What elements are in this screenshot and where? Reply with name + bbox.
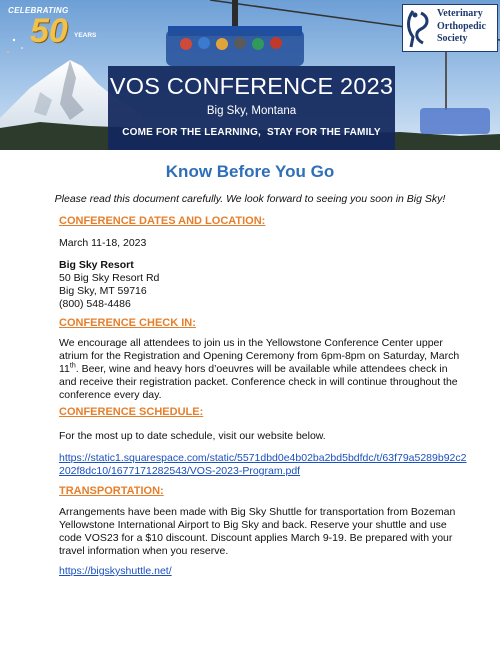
- celebrating-label: CELEBRATING: [8, 6, 69, 15]
- section-heading-dates-location: CONFERENCE DATES AND LOCATION:: [59, 215, 266, 227]
- venue-block: [59, 259, 449, 311]
- conference-dates: March 11-18, 2023: [59, 237, 147, 249]
- intro-text: Please read this document carefully. We look forward to seeing you soon in Big Sky!: [54, 193, 446, 205]
- venue-address-line: 50 Big Sky Resort Rd: [59, 272, 160, 284]
- check-in-paragraph: We encourage all attendees to join us in the Yellowstone Conference Center upper atrium for the Registration and Opening Ceremony from 6pm-8pm on Saturday, March 11th. Beer, wine and heavy hors d’oeuvres will be available while attendees check in and receive their registration packet. Conference check in will continue throughout the conference every day.: [59, 337, 460, 401]
- conference-title: VOS CONFERENCE 2023: [109, 73, 394, 99]
- conference-banner: [0, 0, 500, 150]
- section-heading-check-in: CONFERENCE CHECK IN:: [59, 317, 196, 329]
- transportation-paragraph: Arrangements have been made with Big Sky Shuttle for transportation from Bozeman Yellowstone International Airport to Big Sky and back. Reserve your shuttle and use code VOS23 for a $10 discount. Discount applies March 9-19. Be prepared with your travel information when you reserve.: [59, 506, 456, 557]
- schedule-text: For the most up to date schedule, visit our website below.: [59, 430, 326, 442]
- venue-address-line: Big Sky, MT 59716: [59, 285, 147, 297]
- section-heading-transportation: TRANSPORTATION:: [59, 485, 164, 497]
- vos-emblem-icon: [405, 7, 435, 49]
- conference-tagline: COME FOR THE LEARNING, STAY FOR THE FAMILY: [122, 127, 381, 138]
- vos-logo: [402, 4, 498, 52]
- section-heading-schedule: CONFERENCE SCHEDULE:: [59, 406, 204, 418]
- conference-location: Big Sky, Montana: [206, 105, 297, 117]
- venue-name: Big Sky Resort: [59, 259, 134, 271]
- years-label: YEARS: [74, 32, 97, 39]
- venue-phone: (800) 548-4486: [59, 298, 131, 310]
- fifty-number: 50: [30, 12, 68, 50]
- shuttle-website-link[interactable]: https://bigskyshuttle.net/: [59, 565, 172, 577]
- vos-logo-text: Veterinary Orthopedic Society: [437, 8, 486, 44]
- title-panel: [108, 66, 395, 150]
- celebrating-50-years-badge: [6, 4, 97, 56]
- page-heading: Know Before You Go: [165, 162, 335, 181]
- schedule-program-link[interactable]: https://static1.squarespace.com/static/5571dbd0e4b02ba2bd5bdfdc/t/63f79a5289b92c2 202f8dc10/1677171282543/VOS-2023-Program.pdf: [59, 452, 467, 477]
